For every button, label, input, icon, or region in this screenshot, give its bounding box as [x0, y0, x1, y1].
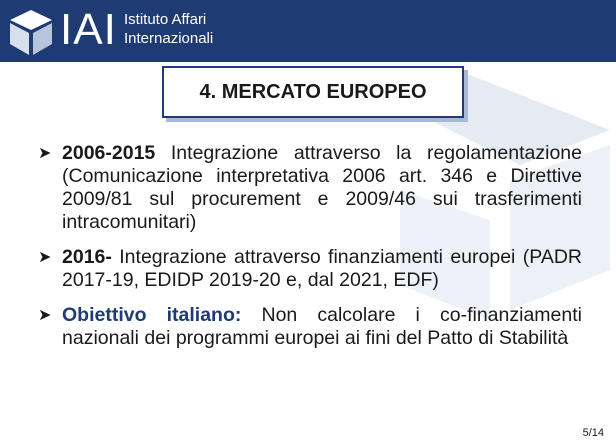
bullet-lead: 2016- — [62, 246, 112, 268]
org-name — [124, 10, 213, 48]
logo-letters: IAI — [60, 5, 117, 54]
arrow-bullet-icon: ➤ — [38, 307, 52, 324]
logo-cube-icon — [6, 6, 56, 58]
bullet-text: Non calcolare i co-finanziamenti nazionali dei programmi europei ai fini del Patto di Stabilità — [62, 304, 582, 349]
bullet-text: Integrazione attraverso finanziamenti europei (PADR 2017-19, EDIDP 2019-20 e, dal 2021, EDF) — [62, 246, 582, 291]
arrow-bullet-icon: ➤ — [38, 249, 52, 266]
org-name-line2: Internazionali — [124, 30, 214, 47]
org-name-line1: Istituto Affari — [124, 11, 207, 28]
bullet-text: Integrazione attraverso la regolamentazione (Comunicazione interpretativa 2006 art. 346 e Direttive 2009/81 sul procurement e 2009/46 sui trasferimenti intracomunitari) — [62, 142, 582, 233]
bullet-item — [38, 304, 582, 350]
bullet-lead: Obiettivo italiano: — [62, 304, 242, 326]
slide-title-box — [162, 66, 464, 118]
bullet-item — [38, 246, 582, 292]
bullet-lead: 2006-2015 — [62, 142, 156, 164]
slide-title: 4. MERCATO EUROPEO — [199, 81, 427, 103]
bullet-list — [38, 142, 582, 362]
page-number: 5/14 — [582, 427, 604, 439]
header-bar — [0, 0, 616, 62]
bullet-item — [38, 142, 582, 234]
arrow-bullet-icon: ➤ — [38, 145, 52, 162]
